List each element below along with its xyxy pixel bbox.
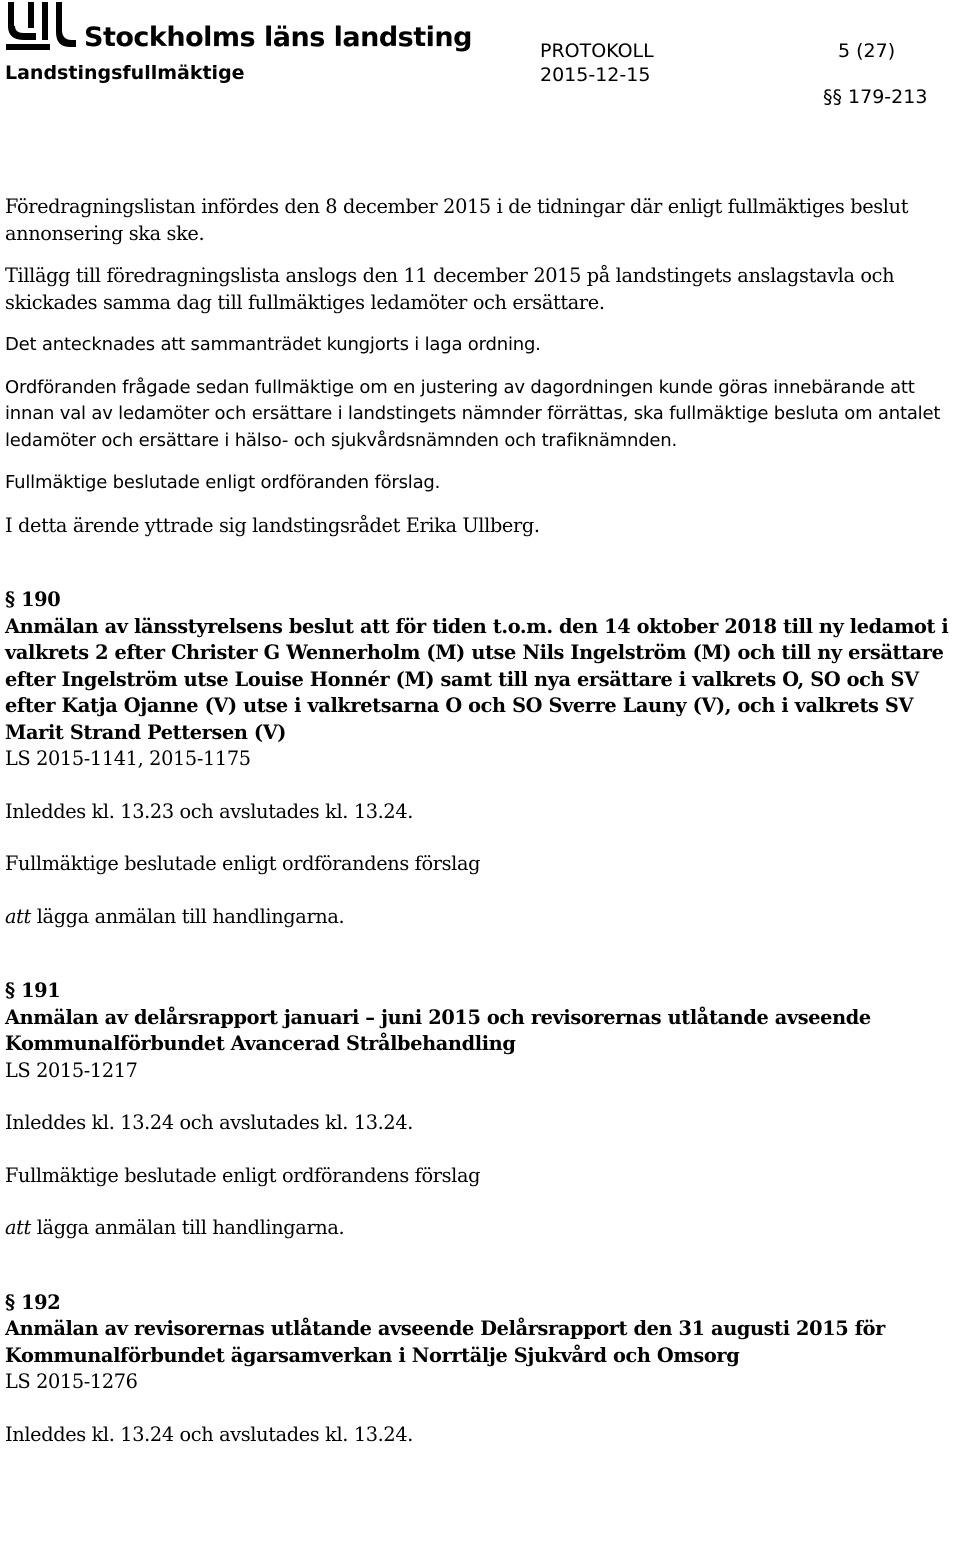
decision-text: Fullmäktige beslutade enligt ordförandens förslag	[5, 852, 481, 875]
note-decision: Fullmäktige beslutade enligt ordföranden förslag.	[5, 472, 441, 493]
paragraph-range: §§ 179-213	[823, 86, 928, 108]
section-190	[5, 587, 957, 930]
document-date: 2015-12-15	[540, 64, 651, 86]
section-192	[5, 1290, 957, 1449]
section-title: Anmälan av länsstyrelsens beslut att för tiden t.o.m. den 14 oktober 2018 till ny ledamot i valkrets 2 efter Christer G Wennerholm (M) utse Nils Ingelström (M) och till ny ersättare efter Ingelström utse Louise Honnér (M) samt till nya ersättare i valkrets O, SO och SV efter Katja Ojanne (V) utse i valkretsarna O och SO Sverre Launy (V), och i valkrets SV Marit Strand Pettersen (V)	[5, 614, 949, 744]
note-announced: Det antecknades att sammanträdet kungjorts i laga ordning.	[5, 334, 541, 355]
section-number: § 191	[5, 979, 61, 1002]
intro-paragraph-2: Tillägg till föredragningslista anslogs den 11 december 2015 på landstingets anslagstavla och skickades samma dag till fullmäktiges ledamöter och ersättare.	[5, 264, 895, 314]
time-note: Inleddes kl. 13.24 och avslutades kl. 13.24.	[5, 1111, 414, 1134]
intro-paragraph-1: Föredragningslistan infördes den 8 december 2015 i de tidningar där enligt fullmäktiges beslut annonsering ska ske.	[5, 195, 909, 245]
section-191	[5, 978, 957, 1242]
case-reference: LS 2015-1141, 2015-1175	[5, 747, 251, 770]
document-type: PROTOKOLL	[540, 40, 654, 62]
decision-clause	[5, 904, 957, 931]
section-title: Anmälan av revisorernas utlåtande avseende Delårsrapport den 31 augusti 2015 för Kommunalförbundet ägarsamverkan i Norrtälje Sjukvård och Omsorg	[5, 1317, 885, 1367]
org-name: Stockholms läns landsting	[84, 22, 472, 53]
document-header	[0, 0, 960, 108]
section-number: § 192	[5, 1290, 61, 1314]
section-title: Anmälan av delårsrapport januari – juni 2015 och revisorernas utlåtande avseende Kommunalförbundet Avancerad Strålbehandling	[5, 1005, 871, 1055]
landsting-logo-icon	[6, 0, 78, 52]
case-reference: LS 2015-1276	[5, 1370, 138, 1393]
att-word: att	[5, 904, 31, 928]
assembly-name: Landstingsfullmäktige	[5, 62, 245, 84]
time-note: Inleddes kl. 13.24 och avslutades kl. 13.24.	[5, 1422, 414, 1446]
decision-text: Fullmäktige beslutade enligt ordförandens förslag	[5, 1163, 481, 1187]
note-speaker: I detta ärende yttrade sig landstingsrådet Erika Ullberg.	[5, 513, 540, 537]
att-word: att	[5, 1216, 31, 1239]
page-number: 5 (27)	[838, 40, 896, 62]
note-agenda-adjustment: Ordföranden frågade sedan fullmäktige om en justering av dagordningen kunde göras innebärande att innan val av ledamöter och ersättare i landstingets nämnder förrättas, ska fullmäktige besluta om antalet ledamöter och ersättare i hälso- och sjukvårdsnämnden och trafiknämnden.	[5, 376, 941, 451]
decision-clause-text: lägga anmälan till handlingarna.	[30, 904, 345, 928]
decision-clause	[5, 1215, 957, 1242]
time-note: Inleddes kl. 13.23 och avslutades kl. 13.24.	[5, 799, 414, 823]
section-number: § 190	[5, 588, 61, 611]
protocol-body	[5, 194, 957, 1448]
decision-clause-text: lägga anmälan till handlingarna.	[30, 1216, 345, 1239]
case-reference: LS 2015-1217	[5, 1058, 138, 1082]
